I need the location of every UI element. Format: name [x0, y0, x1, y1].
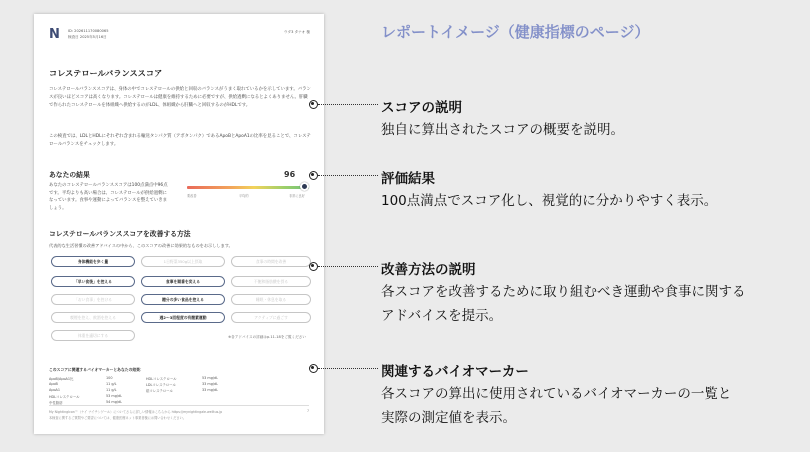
biomarker-name: ApoB/ApoA1比	[49, 377, 74, 381]
advice-pill: 「早い食後」を控える	[51, 276, 135, 287]
advice-note: ※各アドバイスの詳細はp.11-18をご覧ください	[228, 335, 306, 339]
biomarker-value: 53 mg/dL	[106, 394, 123, 398]
callout-leader	[318, 104, 378, 105]
callout-leader	[318, 175, 378, 176]
biomarker-value: 11 g/L	[106, 388, 117, 392]
footer-divider	[49, 405, 309, 406]
footer-contact: 本検査に関するご質問やご要望については、健康医療ネット事業者様にお問い合わせください。	[49, 416, 186, 420]
annotation-improve-title: 改善方法の説明	[381, 262, 476, 278]
biomarker-name: HDLコレステロール	[146, 377, 177, 381]
page-heading: レポートイメージ（健康指標のページ）	[381, 23, 650, 41]
callout-leader	[318, 368, 378, 369]
annotation-result-desc: 100点満点でスコア化し、視覚的に分かりやすく表示。	[381, 193, 718, 209]
annotation-score-title: スコアの説明	[381, 100, 462, 116]
callout-dot	[309, 364, 318, 373]
advice-pill: 不飽和脂肪酸を摂る	[231, 276, 311, 287]
biomarker-name: LDLコレステロール	[146, 383, 176, 387]
user-name: ウダ3 タナオ 様	[283, 30, 310, 34]
advice-pill: 1日野菜350g以上摂取	[141, 256, 225, 267]
advice-pill: 身体機能を歩く量	[51, 256, 135, 267]
annotation-improve-desc-2: アドバイスを提示。	[381, 308, 503, 324]
biomarker-value: 54 mg/dL	[106, 400, 123, 404]
advice-pill: 睡眠・休息を取る	[231, 294, 311, 305]
annotation-biomarker-desc-2: 実際の測定値を表示。	[381, 410, 516, 426]
biomarker-name: ApoB	[49, 382, 58, 386]
callout-leader	[318, 266, 378, 267]
biomarker-name: HDLコレステロール	[49, 395, 80, 399]
result-heading: あなたの結果	[49, 171, 90, 179]
biomarker-name: 中性脂肪	[49, 401, 63, 405]
advice-pill: 体重を適切にする	[51, 330, 135, 341]
biomarker-value: 53 mg/dL	[202, 376, 219, 380]
footer-info: My NightingIcon™（ナイ ナイチンゲール）についてさらに詳しい情報はこちらから https://mynightingale.welltus.jp	[49, 410, 223, 414]
biomarker-value: 33 mg/dL	[202, 388, 219, 392]
biomarker-value: 11 g/L	[106, 382, 117, 386]
score-description: コレステロールバランススコアは、身体の中でコレステロールの供給と回収のバランスがうまく取れているかを示しています。バランスが良いほどスコアは高くなります。コレステロールは健康を維持するために必要ですが、供給過剰になるとよくありません。肝臓で作られたコレステロールを体組織へ供給するのがLDL、体組織から肝臓へと回収するのがHDLです。	[49, 87, 311, 108]
biomarker-name: ApoA1	[49, 388, 61, 392]
gauge-label-low: 要改善	[187, 194, 197, 198]
biomarker-value: 33 mg/dL	[202, 382, 219, 386]
advice-pill: アクティブに過ごす	[231, 312, 311, 323]
biomarker-name: 総コレステロール	[146, 389, 173, 393]
report-title: コレステロールバランススコア	[49, 68, 163, 78]
advice-pill: 「おい食事」を控ける	[51, 294, 135, 305]
gauge-label-high: 非常に良好	[289, 194, 305, 198]
advice-pill: 週2～3回程度の有酸素運動	[141, 312, 225, 323]
page-number: 7	[306, 409, 309, 413]
gauge-label-mid: 平均的	[239, 194, 249, 198]
score-gauge-marker	[300, 182, 309, 191]
advice-pill: 食事の時間を改善	[231, 256, 311, 267]
improve-heading: コレステロールバランススコアを改善する方法	[49, 230, 191, 238]
callout-dot	[309, 262, 318, 271]
improve-subtext: 代表的な生活習慣の改善アドバイスの中から、このスコアの改善に効果的なものをお示しします。	[49, 243, 233, 248]
advice-pill: 喫煙を控え、飲酒を控える	[51, 312, 135, 323]
score-gauge-bar	[187, 186, 309, 189]
brand-logo: N	[49, 27, 60, 42]
advice-pill: 食事を順番を変える	[141, 276, 225, 287]
callout-dot	[309, 171, 318, 180]
test-description: この検査では、LDLとHDLにそれぞれ含まれる輸送タンパク質（アポタンパク）であるApoBとApoA1の比率を見ることで、コレステロールバランスをチェックします。	[49, 134, 311, 147]
annotation-biomarker-desc-1: 各スコアの算出に使用されているバイオマーカーの一覧と	[381, 386, 732, 402]
biomarker-value: 100	[106, 376, 113, 380]
advice-pill: 糖分の多い食品を控える	[141, 294, 225, 305]
report-page-preview	[34, 14, 324, 434]
callout-dot	[309, 100, 318, 109]
test-date: 検査日 2025年5月16日	[68, 35, 107, 39]
gauge-score: 96	[284, 170, 296, 179]
annotation-improve-desc-1: 各スコアを改善するために取り組むべき運動や食事に関する	[381, 284, 746, 300]
annotation-biomarker-title: 関連するバイオマーカー	[381, 364, 529, 380]
annotation-score-desc: 独自に算出されたスコアの概要を説明。	[381, 122, 624, 138]
result-text: あなたのコレステロールバランススコアは100点満点中96点です。平均よりも高い場合は、コレステロールが供給過剰になっています。食事や運動によってバランスを整えていきましょう。	[49, 183, 168, 211]
report-id: ID: 202611170080065	[68, 29, 109, 33]
biomarker-heading: このスコアに関連するバイオマーカーとあなたの結果：	[49, 367, 144, 372]
annotation-result-title: 評価結果	[381, 171, 435, 187]
